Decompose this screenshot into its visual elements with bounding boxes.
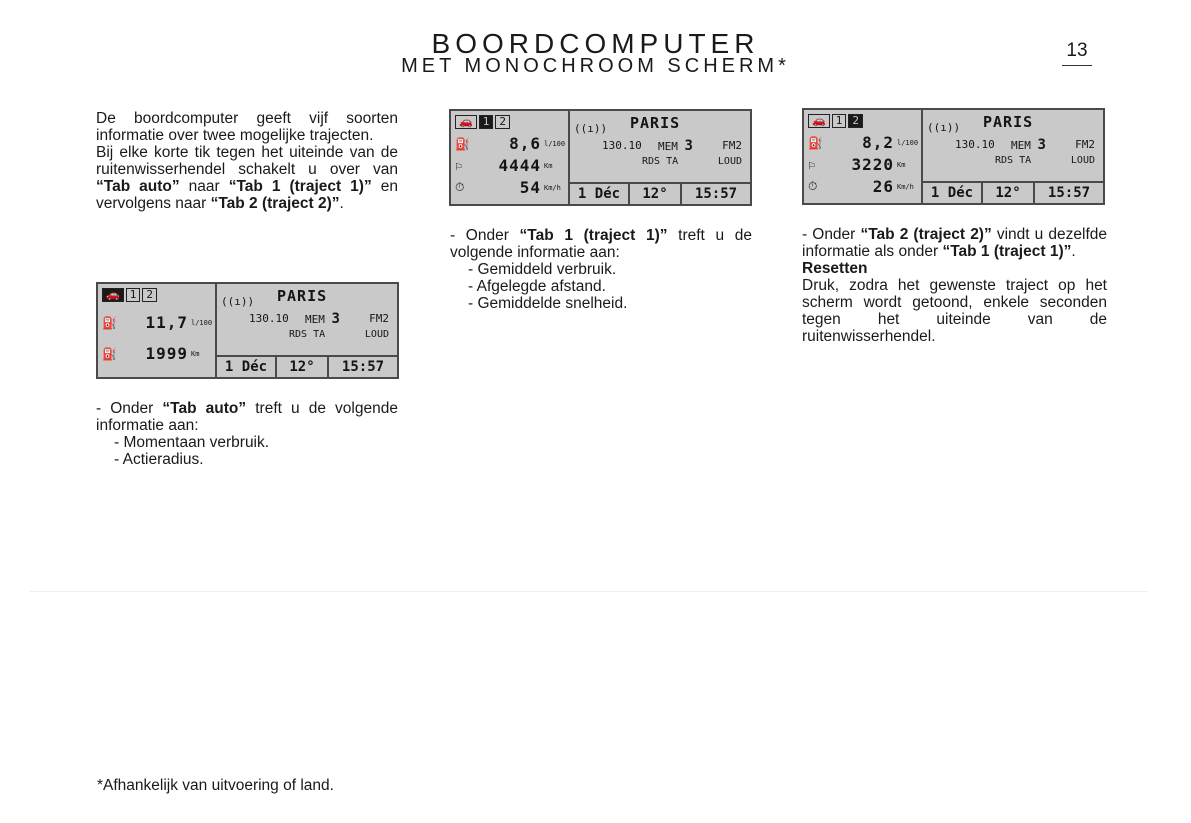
display-bottom-bar [570,182,750,204]
display-left-panel [804,110,923,203]
intro-text: . [339,195,344,212]
time-readout: 15:57 [1047,185,1091,201]
distance-row [455,157,564,174]
display-bottom-bar [923,181,1103,203]
reset-heading: Resetten [802,260,868,277]
tab-2-item [802,226,1107,260]
list-item: - Afgelegde afstand. [468,278,606,295]
item-text: - Onder [96,400,163,417]
intro-paragraph-2 [96,144,398,212]
distance-value: 3220 [851,155,894,174]
date-readout: 1 Déc [570,184,630,204]
avg-speed-value: 26 [872,177,894,196]
radio-frequency: 130.10 [249,312,289,325]
tab-2-term: “Tab 2 (traject 2)” [860,226,992,243]
rds-status: RDS TA [289,329,326,340]
display-tabs [102,288,157,302]
item-text: vindt u dezelfde informatie als onder [802,226,1107,260]
item-text: - Onder [802,226,861,243]
tab-1-term: “Tab 1 (traject 1)” [942,243,1072,260]
footnote: *Afhankelijk van uitvoering of land. [97,777,334,794]
display-tab-1 [449,109,752,206]
page-subtitle: MET MONOCHROOM SCHERM* [401,55,790,77]
distance-unit: Km [544,161,553,170]
consumption-unit: l/100 [191,318,213,327]
intro-text: en vervolgens naar [96,178,398,212]
distance-icon: ⚐ [455,158,463,173]
display-bottom-bar [217,355,397,377]
reset-paragraph: Druk, zodra het gewenste traject op het scherm wordt getoond, enkele seconden tegen het uiteinde van de ruitenwisserhendel. [802,277,1107,345]
time-readout: 15:57 [341,359,385,375]
loudness-status: LOUD [717,156,742,167]
display-left-panel [98,284,217,377]
radio-station: PARIS [630,114,681,132]
speed-unit: Km/h [544,183,561,192]
antenna-icon: ((ı)) [927,121,961,134]
avg-speed-value: 54 [519,178,541,197]
fuel-icon: ⛽ [102,315,117,330]
mem-label: MEM [305,313,325,326]
date-readout: 1 Déc [217,357,277,377]
speed-row [455,179,564,196]
radio-band: FM2 [369,312,389,325]
range-icon: ⛽ [102,346,117,361]
item-text: treft u de volgende informatie aan: [450,227,752,261]
range-value: 1999 [145,344,188,363]
distance-icon: ⚐ [808,157,816,172]
avg-consumption-value: 8,2 [862,133,894,152]
list-item: - Gemiddelde snelheid. [468,295,628,312]
date-readout: 1 Déc [923,183,983,203]
display-left-panel [451,111,570,204]
distance-row [808,156,917,173]
mem-label: MEM [1011,139,1031,152]
consumption-row [455,135,564,152]
speed-icon: ⏱ [808,179,818,193]
column-2 [450,227,752,312]
speed-unit: Km/h [897,182,914,191]
consumption-value: 11,7 [145,313,188,332]
page-number: 13 [1062,40,1092,66]
list-item: - Actieradius. [114,451,204,468]
antenna-icon: ((ı)) [221,295,255,308]
tab-1-item [450,227,752,261]
mem-number: 3 [684,138,693,154]
display-tab-2 [802,108,1105,205]
time-readout: 15:57 [694,186,738,202]
intro-text: Bij elke korte tik tegen het uiteinde van de ruitenwisserhendel schakelt u over van [96,144,398,178]
avg-consumption-value: 8,6 [509,134,541,153]
scan-divider [30,591,1148,592]
radio-band: FM2 [722,139,742,152]
list-item: - Momentaan verbruik. [114,434,270,451]
tab-1-indicator: 1 [832,114,847,128]
speed-row [808,178,917,195]
intro-paragraph-1: De boordcomputer geeft vijf soorten informatie over twee mogelijke trajecten. [96,110,398,144]
intro-text: naar [179,178,229,195]
display-tab-auto [96,282,399,379]
list-item: - Gemiddeld verbruik. [468,261,617,278]
memory-indicator [305,311,340,327]
tab-2-term: “Tab 2 (traject 2)” [210,195,340,212]
car-icon: 🚗 [455,115,477,129]
rds-status: RDS TA [642,156,679,167]
item-text: - Onder [450,227,520,244]
consumption-unit: l/100 [897,138,919,147]
temperature-readout: 12° [277,357,329,377]
mem-number: 3 [331,311,340,327]
item-text: . [1071,243,1076,260]
fuel-icon: ⛽ [455,136,470,151]
tab-2-indicator: 2 [142,288,157,302]
column-3 [802,226,1107,345]
page-title: BOORDCOMPUTER [431,28,760,59]
display-tabs [808,114,863,128]
tab-1-term: “Tab 1 (traject 1)” [519,227,668,244]
column-1 [96,110,398,212]
loudness-status: LOUD [1070,155,1095,166]
mem-label: MEM [658,140,678,153]
temperature-readout: 12° [630,184,682,204]
mem-number: 3 [1037,137,1046,153]
speed-icon: ⏱ [455,180,465,194]
consumption-row [808,134,917,151]
car-icon: 🚗 [102,288,124,302]
item-text: treft u de volgende informatie aan: [96,400,398,434]
memory-indicator [1011,137,1046,153]
radio-band: FM2 [1075,138,1095,151]
antenna-icon: ((ı)) [574,122,608,135]
temperature-readout: 12° [983,183,1035,203]
tab-auto-item [96,400,398,434]
tab-auto-term: “Tab auto” [162,400,247,417]
display-tabs [455,115,510,129]
memory-indicator [658,138,693,154]
consumption-row [102,314,211,331]
radio-station: PARIS [983,113,1034,131]
range-unit: Km [191,349,200,358]
consumption-unit: l/100 [544,139,566,148]
tab-1-term: “Tab 1 (traject 1)” [228,178,372,195]
radio-frequency: 130.10 [602,139,642,152]
rds-status: RDS TA [995,155,1032,166]
tab-2-indicator: 2 [848,114,863,128]
loudness-status: LOUD [364,329,389,340]
tab-2-indicator: 2 [495,115,510,129]
distance-value: 4444 [498,156,541,175]
radio-frequency: 130.10 [955,138,995,151]
tab-1-indicator: 1 [479,115,494,129]
fuel-icon: ⛽ [808,135,823,150]
car-icon: 🚗 [808,114,830,128]
distance-unit: Km [897,160,906,169]
range-row [102,345,211,362]
tab-auto-term: “Tab auto” [96,178,180,195]
radio-station: PARIS [277,287,328,305]
column-1-list [96,400,398,468]
tab-1-indicator: 1 [126,288,141,302]
